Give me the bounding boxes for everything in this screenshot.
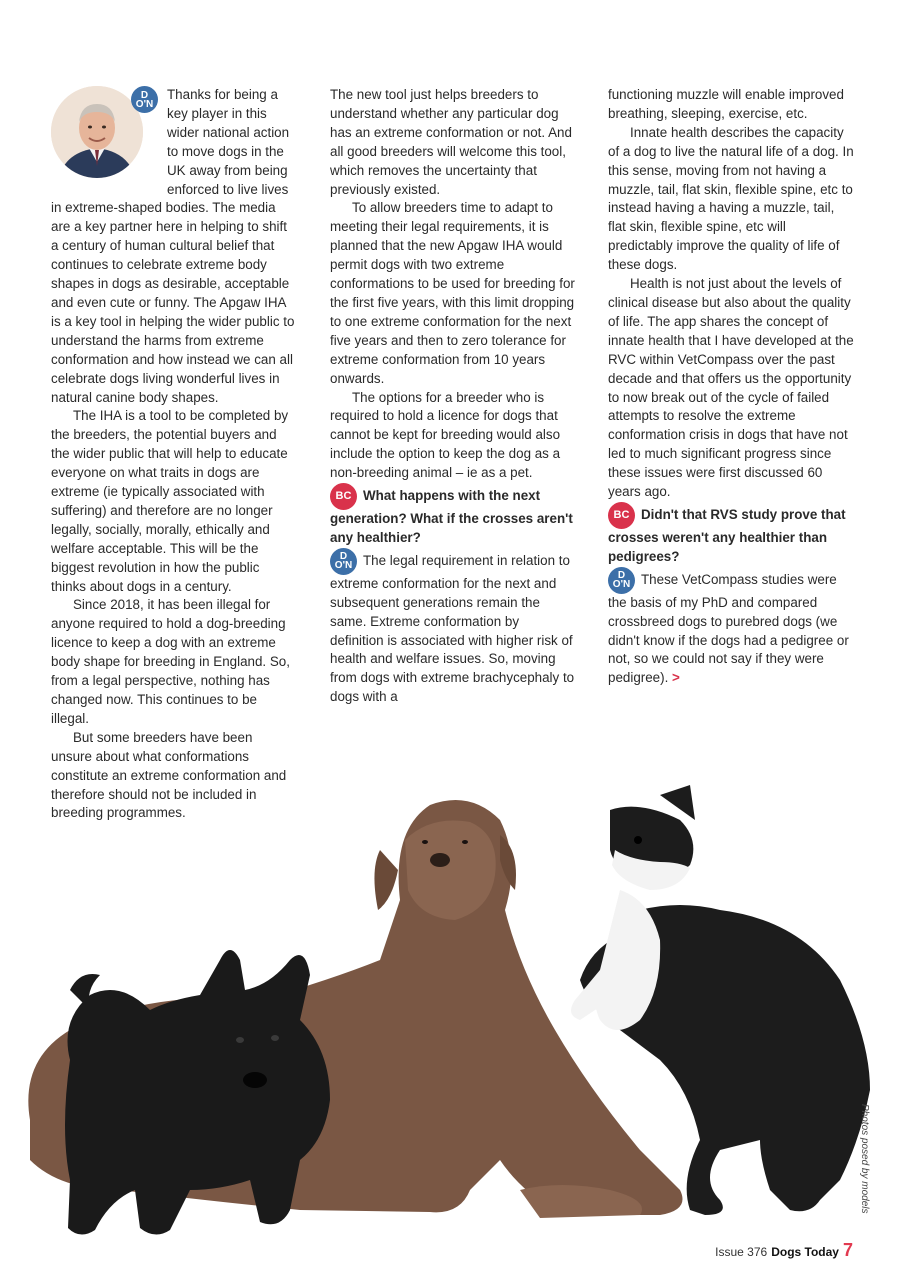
page-footer bbox=[715, 1240, 853, 1261]
author-portrait bbox=[51, 86, 161, 190]
column-3 bbox=[608, 86, 854, 688]
paragraph: The new tool just helps breeders to understand whether any particular dog has an extreme conformation or not. And all good breeders will welcome this tool, which removes the uncertainty that previously existed. bbox=[330, 87, 572, 197]
don-badge bbox=[330, 548, 357, 575]
interview-answer bbox=[330, 548, 576, 707]
paragraph: Thanks for being a key player in this wider national action to move dogs in the UK away from being enforced to live lives in extreme-shaped bodies. The media are a key partner here in helping to shift a century of human cultural belief that continues to celebrate extreme body shapes in dogs as desirable, acceptable and even cute or funny. The Apgaw IHA is a key tool in helping the wider public to understand the harms from extreme conformation and how instead we can all celebrate dogs living wonderful lives in natural canine body shapes. bbox=[51, 87, 295, 405]
badge-initial: D bbox=[140, 89, 149, 101]
bc-badge: BC bbox=[608, 502, 635, 529]
page-number: 7 bbox=[842, 1240, 853, 1260]
dogs-photo bbox=[0, 760, 905, 1280]
paragraph: Since 2018, it has been illegal for anyone required to hold a dog-breeding licence to keep a dog with an extreme body shape for breeding in England. So, from a legal perspective, nothing has changed now. This continues to be illegal. bbox=[51, 597, 290, 726]
avatar bbox=[51, 86, 143, 178]
photo-credit: Photos posed by models bbox=[859, 1104, 870, 1214]
author-photo bbox=[51, 86, 143, 178]
issue-number: Issue 376 bbox=[715, 1245, 768, 1259]
interview-answer bbox=[608, 567, 854, 689]
badge-initial: O'N bbox=[612, 579, 631, 591]
don-badge bbox=[131, 86, 158, 113]
badge-initial: O'N bbox=[135, 98, 154, 110]
paragraph: The options for a breeder who is required to hold a licence for dogs that cannot be kept for breeding would also include the option to keep the dog as a non-breeding animal – ie as a pet. bbox=[330, 389, 561, 481]
paragraph: But some breeders have been unsure about what conformations constitute an extreme conformation and therefore should not be included in breeding programmes. bbox=[51, 729, 287, 821]
paragraph: To allow breeders time to adapt to meeting their legal requirements, it is planned that the new Apgaw IHA would permit dogs with two extreme conformations to be used for breeding for the first five years, with this limit dropping to one extreme conformation for the next five years and then to zero tolerance for extreme conformation from 10 years onwards. bbox=[330, 200, 575, 386]
paragraph: functioning muzzle will enable improved breathing, sleeping, exercise, etc. bbox=[608, 87, 844, 121]
paragraph: Health is not just about the levels of clinical disease but also about the quality of life. The app shares the concept of innate health that I have developed at the RVC within VetCompass over the past decade and that offers us the opportunity to now break out of the cycle of failed attempts to resolve the extreme conformation crisis in dogs that have not led to much significant progress since these issues were first discussed 60 years ago. bbox=[608, 276, 854, 500]
don-badge bbox=[608, 567, 635, 594]
interview-question bbox=[330, 483, 576, 548]
badge-initial: D bbox=[617, 570, 626, 582]
magazine-name: Dogs Today bbox=[771, 1245, 839, 1259]
bc-badge: BC bbox=[330, 483, 357, 510]
answer-text: The legal requirement in relation to extreme conformation for the next and subsequent generations remain the same. Extreme conformation by definition is associated with higher risk of health and welfare issues. So, moving from dogs with extreme brachycephaly to dogs with a bbox=[330, 552, 575, 705]
paragraph: Innate health describes the capacity of a dog to live the natural life of a dog. In this sense, moving from not having a muzzle, tail, flat skin, flexible spine, etc to instead having a having a muzzle, tail, flat skin, flexible spine, etc will predictably improve the quality of life of these dogs. bbox=[608, 124, 854, 273]
continue-arrow-icon: > bbox=[672, 670, 680, 686]
answer-text: These VetCompass studies were the basis of my PhD and compared crossbreed dogs to purebred dogs (we didn't know if the dogs had a pedigree or not, so we could not say if they were pedigree). bbox=[608, 571, 849, 686]
column-1 bbox=[51, 86, 297, 823]
badge-initial: O'N bbox=[334, 560, 353, 572]
badge-initial: D bbox=[339, 551, 348, 563]
column-2 bbox=[330, 86, 576, 707]
question-text: Didn't that RVS study prove that crosses weren't any healthier than pedigrees? bbox=[608, 506, 846, 564]
interview-question bbox=[608, 502, 854, 567]
question-text: What happens with the next generation? What if the crosses aren't any healthier? bbox=[330, 488, 573, 545]
paragraph: The IHA is a tool to be completed by the breeders, the potential buyers and the wider public that will help to educate everyone on what traits in dogs are extreme (ie typically associated with suffering) and therefore are no longer legally, socially, morally, ethically and welfare acceptable. This will be the biggest revolution in how the public thinks about dogs in a century. bbox=[51, 408, 289, 594]
